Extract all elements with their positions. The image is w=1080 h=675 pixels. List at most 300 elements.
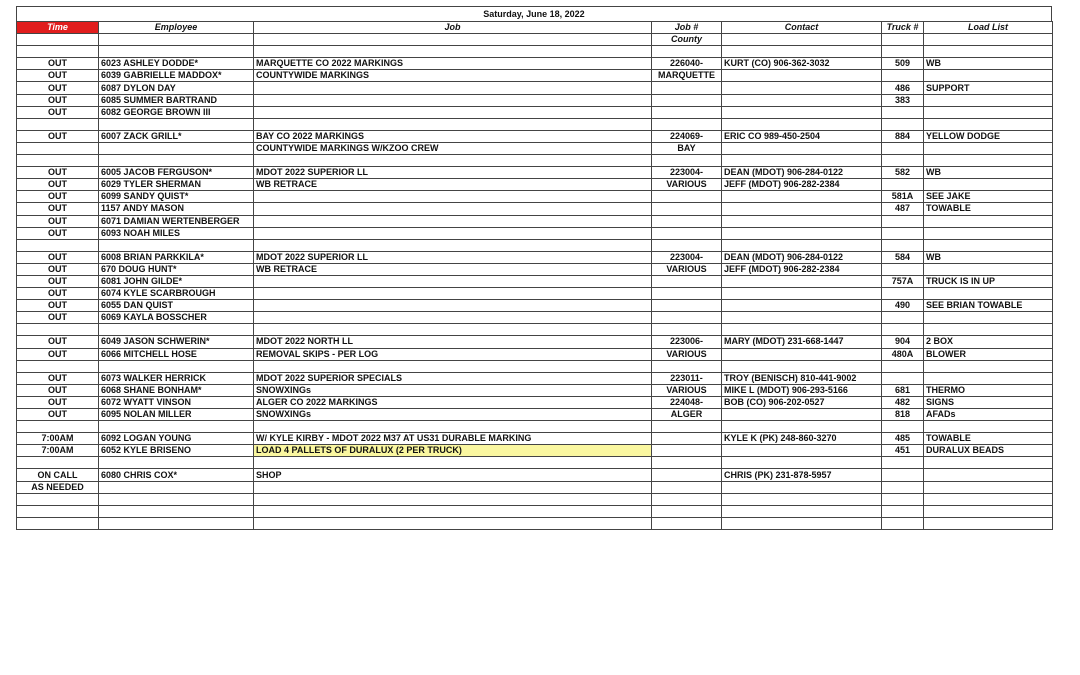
table-row: [17, 324, 1053, 336]
truck-cell: [882, 481, 924, 493]
employee-cell: [99, 481, 254, 493]
job-number-cell: [652, 275, 722, 287]
contact-cell: DEAN (MDOT) 906-284-0122: [722, 167, 882, 179]
contact-cell: [722, 142, 882, 154]
time-cell: [17, 517, 99, 529]
time-cell: OUT: [17, 288, 99, 300]
employee-cell: 6071 DAMIAN WERTENBERGER: [99, 215, 254, 227]
employee-cell: 6066 MITCHELL HOSE: [99, 348, 254, 360]
time-cell: OUT: [17, 70, 99, 82]
table-row: [17, 179, 1053, 191]
job-cell: ALGER CO 2022 MARKINGS: [254, 396, 652, 408]
time-cell: [17, 46, 99, 58]
employee-cell: 6005 JACOB FERGUSON*: [99, 167, 254, 179]
job-cell: [254, 421, 652, 433]
contact-cell: [722, 481, 882, 493]
table-row: [17, 421, 1053, 433]
job-number-cell: 223011-: [652, 372, 722, 384]
employee-cell: 6074 KYLE SCARBROUGH: [99, 288, 254, 300]
time-cell: [17, 360, 99, 372]
truck-cell: 582: [882, 167, 924, 179]
empty-cell: [722, 34, 882, 46]
load-list-cell: [924, 493, 1053, 505]
job-number-cell: VARIOUS: [652, 348, 722, 360]
contact-cell: [722, 118, 882, 130]
contact-cell: [722, 155, 882, 167]
schedule-sheet: [16, 6, 1052, 530]
job-number-cell: [652, 457, 722, 469]
table-row: [17, 155, 1053, 167]
table-row: [17, 167, 1053, 179]
truck-cell: 818: [882, 409, 924, 421]
job-cell: [254, 275, 652, 287]
time-cell: OUT: [17, 300, 99, 312]
job-cell: [254, 324, 652, 336]
job-cell: WB RETRACE: [254, 263, 652, 275]
employee-cell: 6082 GEORGE BROWN III: [99, 106, 254, 118]
load-list-cell: [924, 142, 1053, 154]
load-list-cell: WB: [924, 58, 1053, 70]
job-cell: [254, 517, 652, 529]
job-cell: WB RETRACE: [254, 179, 652, 191]
table-row: [17, 409, 1053, 421]
job-cell: BAY CO 2022 MARKINGS: [254, 130, 652, 142]
employee-cell: 6039 GABRIELLE MADDOX*: [99, 70, 254, 82]
contact-cell: [722, 300, 882, 312]
date-title: Saturday, June 18, 2022: [16, 6, 1052, 21]
table-row: [17, 433, 1053, 445]
contact-cell: [722, 70, 882, 82]
time-cell: ON CALL: [17, 469, 99, 481]
time-cell: OUT: [17, 106, 99, 118]
contact-cell: JEFF (MDOT) 906-282-2384: [722, 179, 882, 191]
load-list-cell: [924, 179, 1053, 191]
time-cell: OUT: [17, 130, 99, 142]
contact-cell: [722, 275, 882, 287]
employee-cell: 6068 SHANE BONHAM*: [99, 384, 254, 396]
job-cell: SNOWXINGs: [254, 384, 652, 396]
contact-cell: [722, 46, 882, 58]
empty-cell: [882, 34, 924, 46]
employee-cell: 6008 BRIAN PARKKILA*: [99, 251, 254, 263]
contact-cell: KYLE K (PK) 248-860-3270: [722, 433, 882, 445]
job-cell: MDOT 2022 SUPERIOR LL: [254, 167, 652, 179]
table-row: [17, 118, 1053, 130]
contact-cell: [722, 203, 882, 215]
job-number-cell: [652, 46, 722, 58]
truck-cell: [882, 263, 924, 275]
contact-cell: [722, 324, 882, 336]
load-list-cell: SEE JAKE: [924, 191, 1053, 203]
subheader-row: [17, 34, 1053, 46]
contact-cell: [722, 312, 882, 324]
truck-header: Truck #: [882, 22, 924, 34]
truck-cell: [882, 118, 924, 130]
county-header: County: [652, 34, 722, 46]
job-number-cell: 224048-: [652, 396, 722, 408]
table-row: [17, 58, 1053, 70]
job-number-cell: 223004-: [652, 167, 722, 179]
job-number-cell: [652, 155, 722, 167]
employee-cell: [99, 493, 254, 505]
job-cell: [254, 215, 652, 227]
job-number-cell: [652, 469, 722, 481]
employee-cell: [99, 118, 254, 130]
load-list-cell: WB: [924, 167, 1053, 179]
truck-cell: [882, 372, 924, 384]
employee-cell: [99, 457, 254, 469]
job-number-cell: [652, 239, 722, 251]
employee-cell: [99, 421, 254, 433]
contact-cell: [722, 348, 882, 360]
contact-cell: ERIC CO 989-450-2504: [722, 130, 882, 142]
contact-cell: [722, 106, 882, 118]
employee-cell: [99, 505, 254, 517]
load-list-cell: 2 BOX: [924, 336, 1053, 348]
contact-cell: JEFF (MDOT) 906-282-2384: [722, 263, 882, 275]
job-cell: MDOT 2022 SUPERIOR LL: [254, 251, 652, 263]
time-cell: OUT: [17, 215, 99, 227]
contact-cell: [722, 409, 882, 421]
job-header: Job: [254, 22, 652, 34]
table-row: [17, 493, 1053, 505]
time-cell: [17, 118, 99, 130]
contact-cell: [722, 493, 882, 505]
truck-cell: [882, 421, 924, 433]
load-list-cell: [924, 46, 1053, 58]
truck-cell: [882, 239, 924, 251]
table-row: [17, 372, 1053, 384]
employee-cell: 6093 NOAH MILES: [99, 227, 254, 239]
truck-cell: 490: [882, 300, 924, 312]
truck-cell: 383: [882, 94, 924, 106]
job-cell: [254, 82, 652, 94]
time-cell: OUT: [17, 251, 99, 263]
truck-cell: 757A: [882, 275, 924, 287]
table-row: [17, 457, 1053, 469]
table-row: [17, 336, 1053, 348]
contact-header: Contact: [722, 22, 882, 34]
load-list-cell: [924, 481, 1053, 493]
truck-cell: 486: [882, 82, 924, 94]
time-cell: OUT: [17, 396, 99, 408]
contact-cell: [722, 227, 882, 239]
job-cell: [254, 191, 652, 203]
employee-cell: 670 DOUG HUNT*: [99, 263, 254, 275]
load-list-cell: DURALUX BEADS: [924, 445, 1053, 457]
truck-cell: [882, 312, 924, 324]
truck-cell: [882, 227, 924, 239]
truck-cell: 681: [882, 384, 924, 396]
load-list-cell: [924, 106, 1053, 118]
employee-cell: 6095 NOLAN MILLER: [99, 409, 254, 421]
table-row: [17, 227, 1053, 239]
time-cell: [17, 142, 99, 154]
load-list-cell: [924, 118, 1053, 130]
table-row: [17, 46, 1053, 58]
job-number-cell: [652, 118, 722, 130]
job-cell: [254, 457, 652, 469]
table-row: [17, 445, 1053, 457]
time-cell: OUT: [17, 275, 99, 287]
truck-cell: [882, 469, 924, 481]
job-number-cell: [652, 106, 722, 118]
table-row: [17, 106, 1053, 118]
employee-cell: 1157 ANDY MASON: [99, 203, 254, 215]
time-cell: [17, 324, 99, 336]
load-list-cell: TRUCK IS IN UP: [924, 275, 1053, 287]
load-list-cell: SEE BRIAN TOWABLE: [924, 300, 1053, 312]
employee-cell: 6055 DAN QUIST: [99, 300, 254, 312]
header-row: [17, 22, 1053, 34]
employee-cell: [99, 360, 254, 372]
job-number-cell: [652, 360, 722, 372]
job-number-cell: [652, 324, 722, 336]
schedule-table: [16, 21, 1053, 530]
employee-cell: 6069 KAYLA BOSSCHER: [99, 312, 254, 324]
truck-cell: [882, 179, 924, 191]
table-row: [17, 505, 1053, 517]
contact-cell: BOB (CO) 906-202-0527: [722, 396, 882, 408]
job-cell: LOAD 4 PALLETS OF DURALUX (2 PER TRUCK): [254, 445, 652, 457]
load-list-cell: [924, 505, 1053, 517]
truck-cell: [882, 517, 924, 529]
job-number-cell: ALGER: [652, 409, 722, 421]
job-number-cell: [652, 203, 722, 215]
contact-cell: [722, 215, 882, 227]
load-list-cell: [924, 155, 1053, 167]
job-cell: SHOP: [254, 469, 652, 481]
job-cell: [254, 493, 652, 505]
load-list-cell: TOWABLE: [924, 203, 1053, 215]
load-list-cell: THERMO: [924, 384, 1053, 396]
job-cell: REMOVAL SKIPS - PER LOG: [254, 348, 652, 360]
employee-cell: [99, 142, 254, 154]
contact-cell: CHRIS (PK) 231-878-5957: [722, 469, 882, 481]
job-cell: SNOWXINGs: [254, 409, 652, 421]
time-cell: OUT: [17, 94, 99, 106]
employee-cell: 6073 WALKER HERRICK: [99, 372, 254, 384]
load-list-cell: WB: [924, 251, 1053, 263]
table-row: [17, 360, 1053, 372]
employee-cell: 6085 SUMMER BARTRAND: [99, 94, 254, 106]
load-list-cell: [924, 227, 1053, 239]
truck-cell: [882, 324, 924, 336]
load-list-header: Load List: [924, 22, 1053, 34]
time-cell: OUT: [17, 167, 99, 179]
job-cell: [254, 312, 652, 324]
table-row: [17, 191, 1053, 203]
load-list-cell: [924, 239, 1053, 251]
load-list-cell: [924, 360, 1053, 372]
job-number-cell: [652, 312, 722, 324]
time-cell: OUT: [17, 263, 99, 275]
job-cell: [254, 360, 652, 372]
time-cell: OUT: [17, 58, 99, 70]
time-header: Time: [17, 22, 99, 34]
employee-cell: 6052 KYLE BRISENO: [99, 445, 254, 457]
job-cell: [254, 227, 652, 239]
employee-cell: 6072 WYATT VINSON: [99, 396, 254, 408]
truck-cell: [882, 288, 924, 300]
employee-cell: 6099 SANDY QUIST*: [99, 191, 254, 203]
job-cell: [254, 106, 652, 118]
contact-cell: [722, 360, 882, 372]
load-list-cell: [924, 263, 1053, 275]
time-cell: OUT: [17, 409, 99, 421]
truck-cell: [882, 142, 924, 154]
load-list-cell: YELLOW DODGE: [924, 130, 1053, 142]
job-cell: W/ KYLE KIRBY - MDOT 2022 M37 AT US31 DURABLE MARKING: [254, 433, 652, 445]
job-number-cell: [652, 517, 722, 529]
employee-cell: [99, 155, 254, 167]
truck-cell: 487: [882, 203, 924, 215]
load-list-cell: [924, 457, 1053, 469]
contact-cell: MARY (MDOT) 231-668-1447: [722, 336, 882, 348]
job-number-cell: [652, 493, 722, 505]
job-cell: MARQUETTE CO 2022 MARKINGS: [254, 58, 652, 70]
job-cell: [254, 505, 652, 517]
load-list-cell: [924, 421, 1053, 433]
truck-cell: [882, 106, 924, 118]
employee-cell: 6080 CHRIS COX*: [99, 469, 254, 481]
table-row: [17, 142, 1053, 154]
job-number-cell: [652, 300, 722, 312]
contact-cell: [722, 505, 882, 517]
empty-cell: [99, 34, 254, 46]
employee-cell: 6049 JASON SCHWERIN*: [99, 336, 254, 348]
truck-cell: 904: [882, 336, 924, 348]
load-list-cell: [924, 517, 1053, 529]
job-number-cell: 226040-: [652, 58, 722, 70]
table-row: [17, 384, 1053, 396]
employee-cell: [99, 324, 254, 336]
truck-cell: [882, 70, 924, 82]
truck-cell: 884: [882, 130, 924, 142]
truck-cell: [882, 493, 924, 505]
job-cell: MDOT 2022 SUPERIOR SPECIALS: [254, 372, 652, 384]
time-cell: OUT: [17, 336, 99, 348]
job-cell: [254, 118, 652, 130]
job-number-cell: VARIOUS: [652, 263, 722, 275]
truck-cell: [882, 46, 924, 58]
load-list-cell: [924, 469, 1053, 481]
job-number-cell: 223004-: [652, 251, 722, 263]
load-list-cell: AFADs: [924, 409, 1053, 421]
job-cell: [254, 203, 652, 215]
load-list-cell: [924, 70, 1053, 82]
contact-cell: MIKE L (MDOT) 906-293-5166: [722, 384, 882, 396]
load-list-cell: BLOWER: [924, 348, 1053, 360]
job-number-cell: [652, 82, 722, 94]
load-list-cell: [924, 94, 1053, 106]
table-row: [17, 348, 1053, 360]
employee-cell: 6081 JOHN GILDE*: [99, 275, 254, 287]
table-row: [17, 130, 1053, 142]
job-number-cell: [652, 215, 722, 227]
job-number-cell: 223006-: [652, 336, 722, 348]
job-cell: [254, 481, 652, 493]
employee-header: Employee: [99, 22, 254, 34]
table-row: [17, 82, 1053, 94]
time-cell: OUT: [17, 179, 99, 191]
time-cell: OUT: [17, 191, 99, 203]
job-cell: [254, 288, 652, 300]
contact-cell: [722, 517, 882, 529]
job-number-cell: [652, 227, 722, 239]
load-list-cell: TOWABLE: [924, 433, 1053, 445]
table-row: [17, 396, 1053, 408]
employee-cell: 6007 ZACK GRILL*: [99, 130, 254, 142]
load-list-cell: [924, 324, 1053, 336]
table-row: [17, 288, 1053, 300]
contact-cell: [722, 82, 882, 94]
time-cell: AS NEEDED: [17, 481, 99, 493]
contact-cell: DEAN (MDOT) 906-284-0122: [722, 251, 882, 263]
job-number-cell: [652, 505, 722, 517]
contact-cell: [722, 191, 882, 203]
job-number-cell: BAY: [652, 142, 722, 154]
contact-cell: [722, 445, 882, 457]
job-number-cell: MARQUETTE: [652, 70, 722, 82]
contact-cell: TROY (BENISCH) 810-441-9002: [722, 372, 882, 384]
time-cell: [17, 421, 99, 433]
employee-cell: [99, 46, 254, 58]
truck-cell: [882, 457, 924, 469]
table-row: [17, 275, 1053, 287]
job-cell: COUNTYWIDE MARKINGS W/KZOO CREW: [254, 142, 652, 154]
job-cell: COUNTYWIDE MARKINGS: [254, 70, 652, 82]
employee-cell: 6023 ASHLEY DODDE*: [99, 58, 254, 70]
truck-cell: [882, 505, 924, 517]
table-row: [17, 469, 1053, 481]
time-cell: OUT: [17, 348, 99, 360]
time-cell: OUT: [17, 203, 99, 215]
table-row: [17, 517, 1053, 529]
job-number-cell: [652, 433, 722, 445]
job-number-cell: [652, 288, 722, 300]
load-list-cell: [924, 288, 1053, 300]
job-number-cell: VARIOUS: [652, 179, 722, 191]
contact-cell: [722, 94, 882, 106]
table-row: [17, 94, 1053, 106]
table-row: [17, 263, 1053, 275]
job-cell: [254, 239, 652, 251]
table-row: [17, 481, 1053, 493]
employee-cell: 6087 DYLON DAY: [99, 82, 254, 94]
job-number-cell: 224069-: [652, 130, 722, 142]
time-cell: OUT: [17, 372, 99, 384]
job-cell: [254, 94, 652, 106]
employee-cell: 6029 TYLER SHERMAN: [99, 179, 254, 191]
truck-cell: 485: [882, 433, 924, 445]
time-cell: [17, 505, 99, 517]
truck-cell: [882, 155, 924, 167]
contact-cell: [722, 239, 882, 251]
table-row: [17, 251, 1053, 263]
job-number-cell: [652, 445, 722, 457]
load-list-cell: SUPPORT: [924, 82, 1053, 94]
job-number-cell: [652, 191, 722, 203]
load-list-cell: [924, 312, 1053, 324]
table-row: [17, 312, 1053, 324]
job-cell: [254, 46, 652, 58]
time-cell: OUT: [17, 82, 99, 94]
time-cell: [17, 239, 99, 251]
time-cell: [17, 457, 99, 469]
truck-cell: 509: [882, 58, 924, 70]
contact-cell: KURT (CO) 906-362-3032: [722, 58, 882, 70]
